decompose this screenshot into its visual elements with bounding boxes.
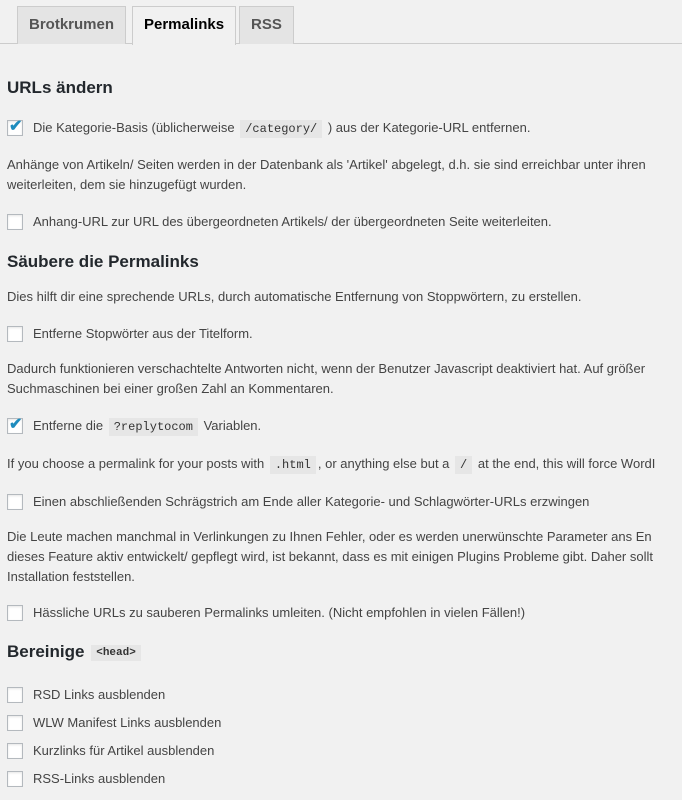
rss-links-checkbox[interactable] [7, 771, 23, 787]
checkmark-icon: ✔ [9, 416, 23, 433]
ugly-redirect-label[interactable]: Hässliche URLs zu sauberen Permalinks umleiten. (Nicht empfohlen in vielen Fällen!) [33, 605, 526, 620]
clean-intro: Dies hilft dir eine sprechende URLs, durch automatische Entfernung von Stoppwörtern, zu erstellen. [7, 289, 582, 304]
rss-links-label[interactable]: RSS-Links ausblenden [33, 771, 166, 786]
head-code: <head> [91, 645, 141, 661]
section-title-urls: URLs ändern [7, 78, 113, 97]
tab-brotkrumen[interactable]: Brotkrumen [17, 6, 126, 44]
wlw-manifest-label[interactable]: WLW Manifest Links ausblenden [33, 715, 222, 730]
replytocom-description: Dadurch funktionieren verschachtelte Antworten nicht, wenn der Benutzer Javascript deaktiviert hat. Auf größer Suchmaschinen bei einer großen Zahl an Kommentaren. [7, 361, 646, 396]
settings-tabs [0, 0, 682, 44]
trailing-slash-description: If you choose a permalink for your posts with .html , or anything else but a / at the end, this will force WordI [7, 456, 656, 472]
shortlinks-checkbox[interactable] [7, 743, 23, 759]
attachment-redirect-checkbox[interactable] [7, 214, 23, 230]
replytocom-label[interactable]: Entferne die ?replytocom Variablen. [33, 418, 262, 434]
category-base-checkbox[interactable] [7, 120, 23, 136]
attachment-redirect-label[interactable]: Anhang-URL zur URL des übergeordneten Artikels/ der übergeordneten Seite weiterleiten. [33, 214, 552, 229]
trailing-slash-checkbox[interactable] [7, 494, 23, 510]
checkmark-icon: ✔ [9, 118, 23, 135]
replytocom-code: ?replytocom [109, 418, 198, 436]
ugly-urls-description: Die Leute machen manchmal in Verlinkungen zu Ihnen Fehler, oder es werden unerwünschte Parameter ans En dieses Feature aktiv entwickelt/ gepflegt wird, ist bekannt, dass es mit einigen Plugins Probleme gibt. Daher sollt Installation feststellen. [7, 529, 653, 584]
stopwords-checkbox[interactable] [7, 326, 23, 342]
category-base-label[interactable]: Die Kategorie-Basis (üblicherweise /category/ ) aus der Kategorie-URL entfernen. [33, 120, 531, 136]
section-title-head: Bereinige <head> [7, 641, 143, 664]
trailing-slash-label[interactable]: Einen abschließenden Schrägstrich am Ende aller Kategorie- und Schlagwörter-URLs erzwingen [33, 494, 590, 509]
tab-permalinks[interactable]: Permalinks [132, 6, 236, 45]
rsd-links-label[interactable]: RSD Links ausblenden [33, 687, 166, 702]
replytocom-checkbox[interactable] [7, 418, 23, 434]
html-code: .html [270, 456, 316, 474]
tab-rss[interactable]: RSS [239, 6, 294, 44]
attachment-description: Anhänge von Artikeln/ Seiten werden in der Datenbank als 'Artikel' abgelegt, d.h. sie sind erreichbar unter ihren weiterleiten, dem sie hinzugefügt wurden. [7, 157, 646, 192]
stopwords-label[interactable]: Entferne Stopwörter aus der Titelform. [33, 326, 253, 341]
wlw-manifest-checkbox[interactable] [7, 715, 23, 731]
slash-code: / [455, 456, 472, 474]
shortlinks-label[interactable]: Kurzlinks für Artikel ausblenden [33, 743, 215, 758]
category-code: /category/ [240, 120, 322, 138]
rsd-links-checkbox[interactable] [7, 687, 23, 703]
ugly-redirect-checkbox[interactable] [7, 605, 23, 621]
section-title-clean: Säubere die Permalinks [7, 252, 199, 271]
